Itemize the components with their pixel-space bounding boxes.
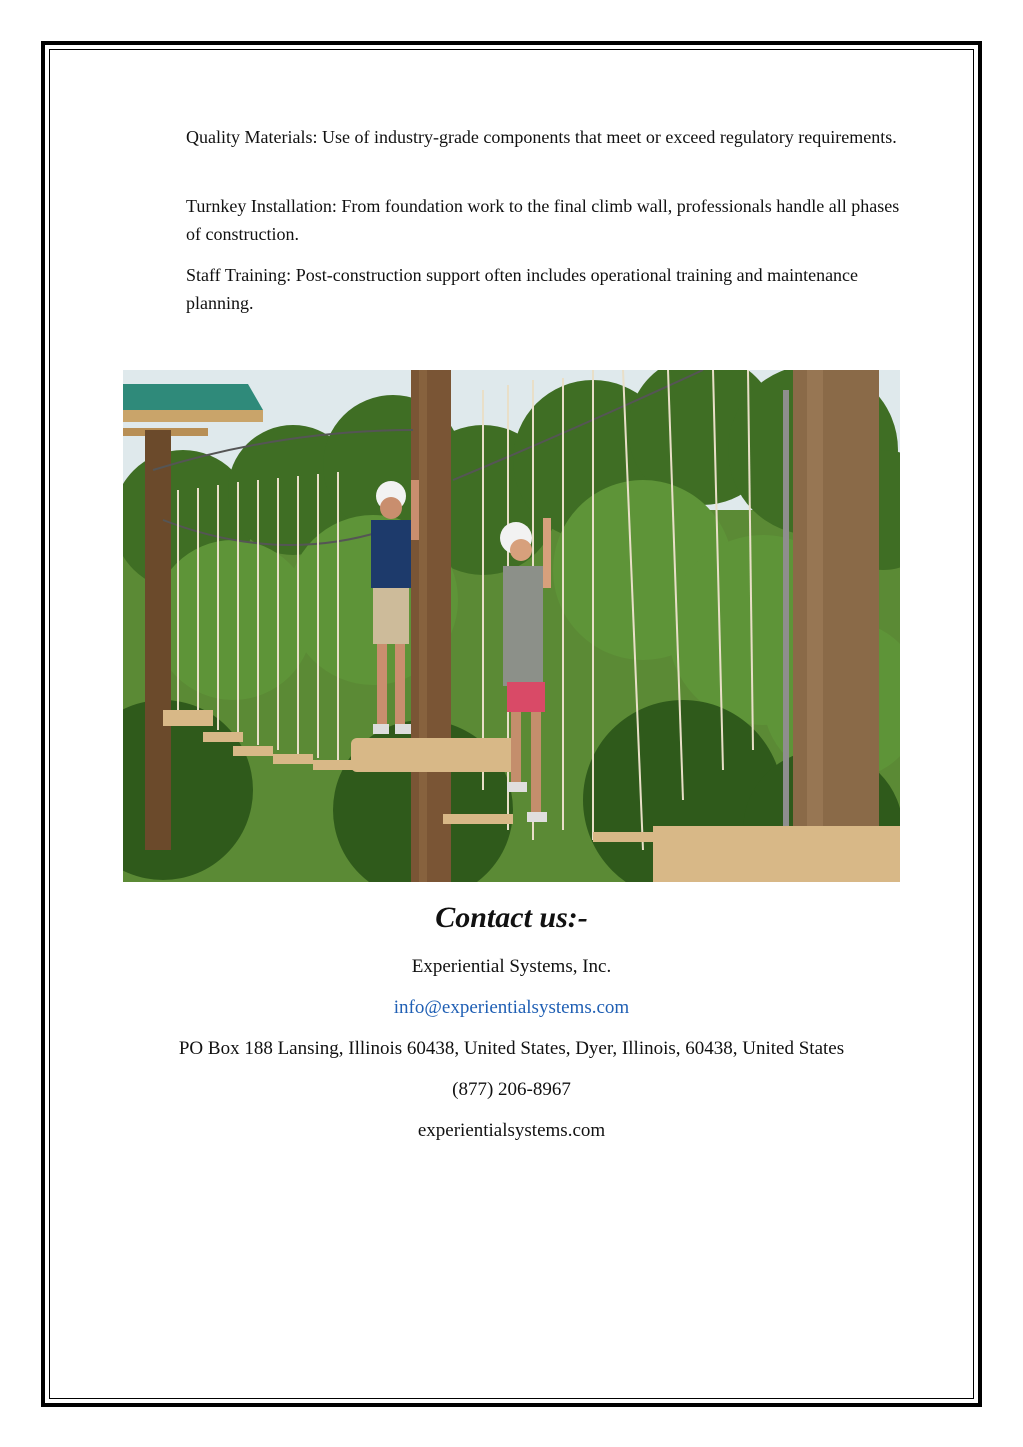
website-url: experientialsystems.com [417,1120,606,1141]
email-link[interactable]: info@experientialsystems.com [393,997,630,1018]
contact-heading: Contact us:- [435,901,588,934]
company-name: Experiential Systems, Inc. [411,956,612,977]
phone-number: (877) 206-8967 [452,1079,571,1100]
paragraph-quality-materials: Quality Materials: Use of industry-grade components that meet or exceed regulatory requirements. [186,127,897,147]
ropes-course-photo [123,370,900,882]
postal-address: PO Box 188 Lansing, Illinois 60438, United States, Dyer, Illinois, 60438, United States [178,1038,845,1059]
paragraph-turnkey-installation: Turnkey Installation: From foundation work to the final climb wall, professionals handle all phases of construction. [186,196,900,244]
paragraph-staff-training: Staff Training: Post-construction support often includes operational training and maintenance planning. [186,265,859,313]
